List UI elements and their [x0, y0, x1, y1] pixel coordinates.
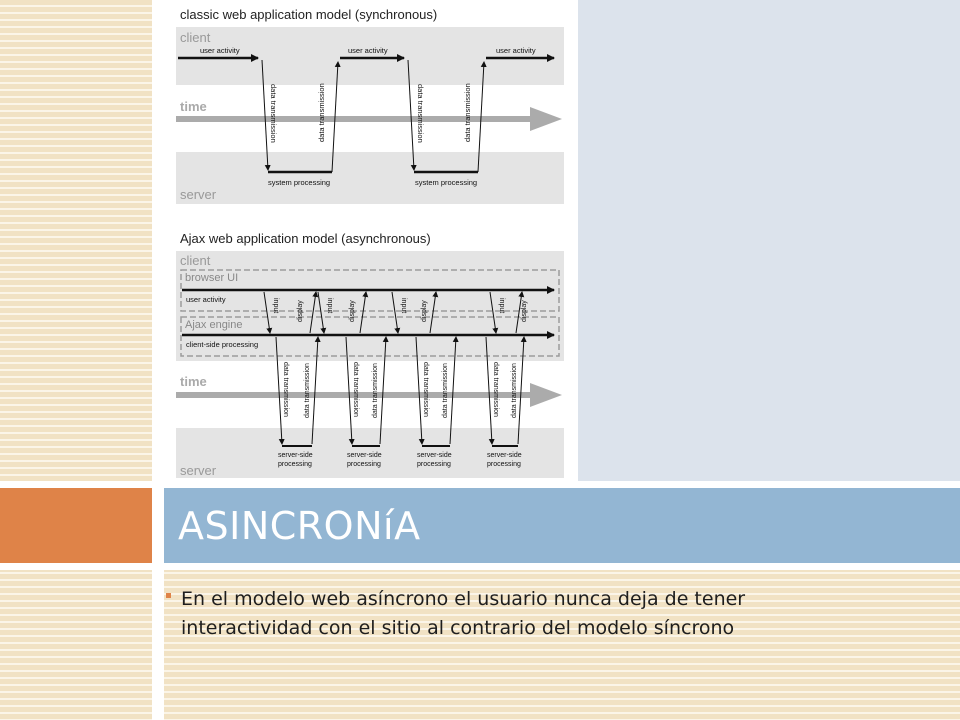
- svg-text:data transmission: data transmission: [463, 83, 472, 142]
- sync-server-lane: [176, 152, 564, 204]
- svg-text:data transmission: data transmission: [304, 363, 311, 418]
- svg-text:processing: processing: [487, 461, 521, 468]
- async-server-label: server: [180, 463, 217, 478]
- svg-text:input: input: [400, 298, 407, 314]
- svg-text:data transmission: data transmission: [317, 83, 326, 142]
- svg-text:display: display: [349, 300, 356, 322]
- svg-text:processing: processing: [347, 461, 381, 468]
- blank-panel: [578, 0, 960, 481]
- svg-text:data transmission: data transmission: [372, 363, 379, 418]
- sync-client-lane: [176, 27, 564, 85]
- divider-band-bottom: [0, 563, 960, 570]
- bullet-marker: [166, 593, 171, 598]
- slide-body-text: En el modelo web asíncrono el usuario nunca deja de tener interactividad con el sitio al contrario del modelo síncrono: [181, 588, 746, 639]
- slide-title: ASINCRONíA: [178, 504, 421, 548]
- svg-text:data transmission: data transmission: [416, 84, 425, 143]
- sync-server-label: server: [180, 187, 217, 202]
- svg-text:input: input: [326, 298, 333, 314]
- svg-text:data transmission: data transmission: [422, 362, 429, 417]
- svg-text:display: display: [421, 300, 428, 322]
- svg-text:data transmission: data transmission: [492, 362, 499, 417]
- ajax-model-diagram: [164, 0, 578, 481]
- sync-heading: classic web application model (synchronous): [180, 7, 438, 22]
- browser-ui-label: browser UI: [185, 272, 239, 284]
- async-time-label: time: [180, 374, 207, 389]
- svg-text:display: display: [297, 300, 304, 322]
- svg-text:input: input: [498, 298, 505, 314]
- svg-text:display: display: [521, 300, 528, 322]
- svg-text:user activity: user activity: [186, 295, 226, 304]
- sync-client-label: client: [180, 30, 211, 45]
- svg-text:user activity: user activity: [200, 46, 240, 55]
- sync-time-label: time: [180, 99, 207, 114]
- svg-text:server-side: server-side: [347, 452, 382, 459]
- svg-text:server-side: server-side: [487, 452, 522, 459]
- ajax-engine-label: Ajax engine: [185, 319, 243, 331]
- svg-text:system processing: system processing: [415, 178, 478, 187]
- svg-text:input: input: [272, 298, 279, 314]
- divider-band-top: [0, 481, 960, 488]
- svg-text:client-side processing: client-side processing: [186, 340, 259, 349]
- svg-text:processing: processing: [417, 461, 451, 468]
- sync-time-arrow: [176, 107, 562, 131]
- svg-text:processing: processing: [278, 461, 312, 468]
- svg-text:data transmission: data transmission: [442, 363, 449, 418]
- svg-text:user activity: user activity: [348, 46, 388, 55]
- async-client-label: client: [180, 253, 211, 268]
- svg-text:data transmission: data transmission: [352, 362, 359, 417]
- async-time-arrow: [176, 383, 562, 407]
- svg-text:user activity: user activity: [496, 46, 536, 55]
- svg-text:system processing: system processing: [268, 178, 331, 187]
- svg-text:server-side: server-side: [278, 452, 313, 459]
- svg-text:server-side: server-side: [417, 452, 452, 459]
- accent-block: [0, 488, 152, 563]
- async-heading: Ajax web application model (asynchronous): [180, 231, 431, 246]
- svg-text:data transmission: data transmission: [511, 363, 518, 418]
- svg-text:data transmission: data transmission: [269, 84, 278, 143]
- gutter-divider: [152, 0, 164, 720]
- svg-text:data transmission: data transmission: [282, 362, 289, 417]
